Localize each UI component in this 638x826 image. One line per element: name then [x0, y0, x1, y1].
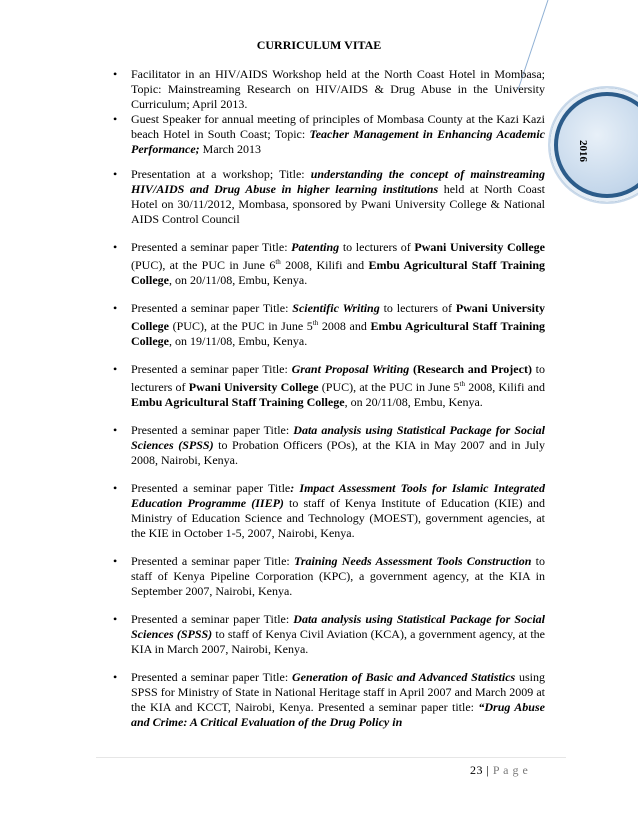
footer-divider: [96, 757, 566, 758]
list-item-text: Pwani University College: [131, 301, 546, 333]
presentation-list: [108, 67, 545, 730]
list-item: [108, 670, 545, 730]
list-item-text: 2008, Kilifi and: [464, 380, 545, 394]
list-item: [108, 67, 545, 112]
list-item-text: 2008 and: [318, 319, 371, 333]
year-badge: 2016: [577, 140, 589, 162]
list-item-text: to lecturers of: [339, 240, 415, 254]
list-item: [108, 423, 545, 468]
list-item-text: (PUC), at the PUC in June 5: [169, 319, 313, 333]
list-item-text: Data analysis using Statistical Package for Social Sciences (SPSS): [131, 423, 545, 452]
list-item-text: : Impact Assessment Tools for Islamic Integrated Education Programme (IIEP): [131, 481, 545, 510]
list-item-text: Embu Agricultural Staff Training College: [131, 258, 546, 287]
list-item-text: Presented a seminar paper Title:: [131, 362, 292, 376]
list-item: [108, 240, 545, 288]
list-item: [108, 481, 545, 541]
list-item-text: 2008, Kilifi and: [280, 258, 369, 272]
list-item-text: Presentation at a workshop; Title:: [131, 167, 311, 181]
list-item-text: Presented a seminar paper Title: [131, 481, 291, 495]
list-item-text: Presented a seminar paper Title:: [131, 423, 294, 437]
list-item-text: Presented a seminar paper Title:: [131, 670, 292, 684]
list-item-text: Presented a seminar paper Title:: [131, 301, 293, 315]
list-item-text: Guest Speaker for annual meeting of principles of Mombasa County at the Kazi Kazi beach Hotel in South Coast; Topic:: [131, 112, 545, 141]
list-item-text: to lecturers of: [379, 301, 456, 315]
list-item-text: Scientific Writing: [292, 301, 380, 315]
list-item-text: understanding the concept of mainstreaming HIV/AIDS and Drug Abuse in higher learning institutions: [131, 167, 546, 196]
list-item-text: Presented a seminar paper Title:: [131, 612, 294, 626]
page-title: CURRICULUM VITAE: [256, 38, 382, 52]
list-item-text: , on 20/11/08, Embu, Kenya.: [344, 395, 483, 409]
list-item-text: th: [312, 319, 319, 327]
list-item-text: Training Needs Assessment Tools Construction: [293, 554, 532, 568]
list-item-text: to Probation Officers (POs), at the KIA in May 2007 and in July 2008, Nairobi, Kenya.: [131, 438, 546, 467]
list-item: [108, 554, 545, 599]
list-item-text: held at North Coast Hotel on 30/11/2012, Mombasa, sponsored by Pwani University College & National AIDS Control Council: [131, 182, 545, 226]
list-item-text: , on 20/11/08, Embu, Kenya.: [169, 273, 308, 287]
list-item-text: , on 19/11/08, Embu, Kenya.: [169, 334, 308, 348]
list-item-text: Pwani University College: [188, 380, 319, 394]
list-item-text: th: [459, 380, 465, 388]
list-item-text: to lecturers of: [131, 362, 546, 394]
list-item-text: (PUC), at the PUC in June 5: [318, 380, 460, 394]
list-item-text: (Research and Project): [409, 362, 532, 376]
list-item-text: Teacher Management in Enhancing Academic Performance;: [131, 127, 545, 156]
list-item-text: Patenting: [291, 240, 340, 254]
list-item: [108, 612, 545, 657]
list-item-text: Grant Proposal Writing: [291, 362, 410, 376]
list-item-text: (PUC), at the PUC in June 6: [131, 258, 276, 272]
list-item-text: Pwani University College: [414, 240, 545, 254]
list-item-text: to staff of Kenya Civil Aviation (KCA), a government agency, at the KIA in March 2007, Nairobi, Kenya.: [131, 627, 545, 656]
list-item-text: Embu Agricultural Staff Training College: [131, 395, 345, 409]
footer-separator: |: [486, 763, 490, 777]
list-item-text: Data analysis using Statistical Package for Social Sciences (SPSS): [131, 612, 545, 641]
list-item-text: Facilitator in an HIV/AIDS Workshop held at the North Coast Hotel in Mombasa; Topic: Mainstreaming Research on HIV/AIDS & Drug Abuse in the University Curriculum; April 2013.: [131, 67, 545, 111]
list-item-text: to staff of Kenya Pipeline Corporation (KPC), a government agency, at the KIA in September 2007, Nairobi, Kenya.: [131, 554, 545, 598]
list-item-text: using SPSS for Ministry of State in National Heritage staff in April 2007 and March 2009 at the KIA and KCCT, Nairobi, Kenya. Presented a seminar paper title:: [131, 670, 546, 714]
list-item-text: Generation of Basic and Advanced Statistics: [291, 670, 516, 684]
list-item-text: Presented a seminar paper Title:: [131, 240, 292, 254]
page-label: P a g e: [492, 763, 529, 777]
list-item-text: March 2013: [199, 142, 261, 156]
list-item: [108, 112, 545, 157]
page-footer: [470, 763, 528, 778]
list-item-text: “Drug Abuse and Crime: A Critical Evaluation of the Drug Policy in: [131, 700, 545, 729]
list-item-text: Presented a seminar paper Title:: [131, 554, 294, 568]
list-item: [108, 301, 545, 349]
list-item: [108, 167, 545, 227]
list-item-text: Embu Agricultural Staff Training College: [131, 319, 546, 348]
page-number: 23: [470, 763, 483, 777]
list-item: [108, 362, 545, 410]
list-item-text: to staff of Kenya Institute of Education (KIE) and Ministry of Education Science and Technology (MOEST), government agencies, at the KIE in October 1-5, 2007, Nairobi, Kenya.: [131, 496, 545, 540]
list-item-text: th: [275, 258, 281, 266]
